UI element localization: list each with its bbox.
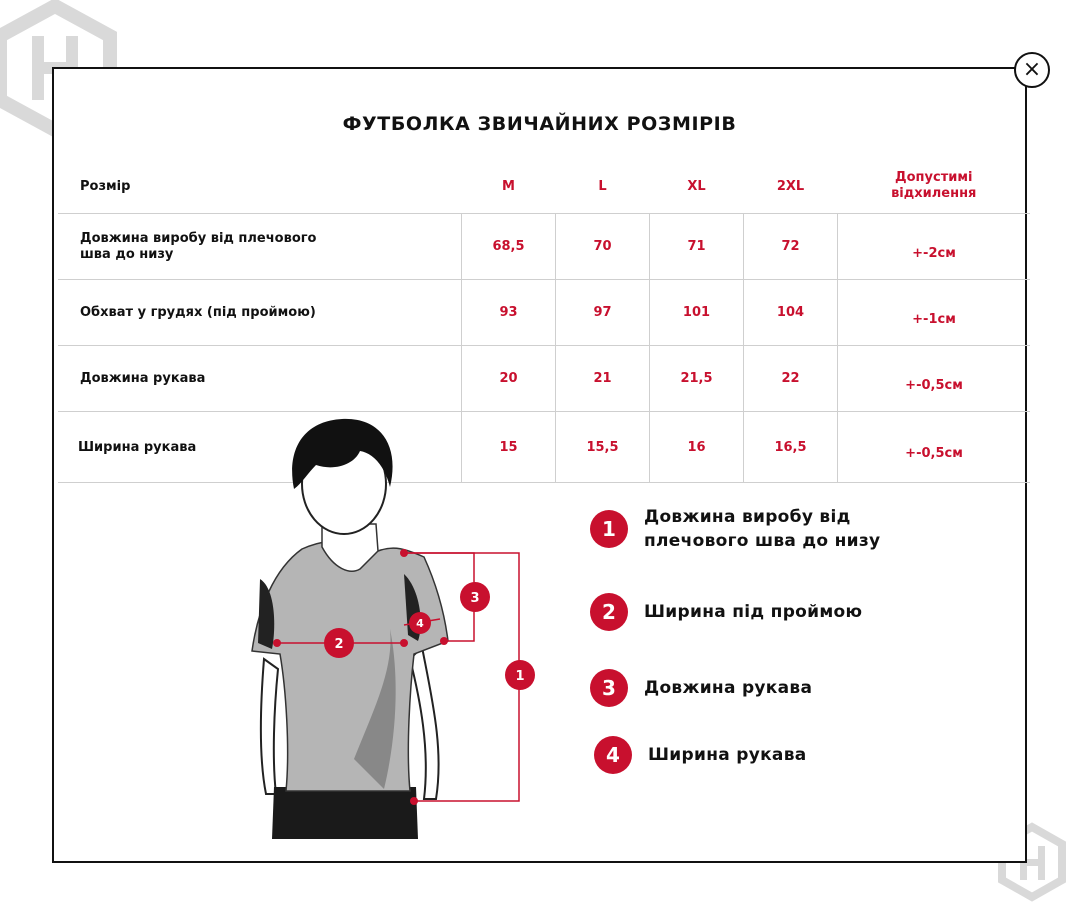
cell-value: 16,5 [744,412,838,483]
legend-item [590,593,862,631]
cell-value: 16 [650,412,744,483]
cell-value: 93 [462,280,556,346]
legend-text: Ширина під проймою [644,602,863,622]
tshirt-measurement-illustration [54,69,574,863]
marker-3-label: 3 [470,591,480,606]
marker-4-label: 4 [416,617,424,630]
cell-tolerance: +-1см [838,280,1031,346]
header-size-xl: XL [687,178,706,194]
row-label: Ширина рукава [58,412,462,483]
marker-4 [409,612,431,634]
cell-value: 68,5 [462,214,556,280]
header-size-2xl: 2XL [776,178,805,194]
cell-tolerance: +-0,5см [838,412,1031,483]
legend-number: 4 [594,736,632,774]
row-label: Довжина виробу від плечового шва до низу [58,214,462,280]
close-icon: × [1022,57,1042,82]
cell-value: 21,5 [650,346,744,412]
cell-value: 21 [556,346,650,412]
header-size-l: L [598,178,607,194]
legend-text: Ширина рукава [648,745,807,765]
cell-value: 70 [556,214,650,280]
cell-tolerance: +-0,5см [838,346,1031,412]
legend-number: 2 [590,593,628,631]
header-size-m: M [502,178,515,194]
header-tolerance: Допустимі відхилення [891,170,977,201]
marker-1-label: 1 [515,669,525,684]
cell-value: 15 [462,412,556,483]
legend-text: Довжина рукава [644,678,813,698]
modal-title: ФУТБОЛКА ЗВИЧАЙНИХ РОЗМІРІВ [342,113,737,135]
marker-2 [324,628,354,658]
legend-item [594,736,807,774]
cell-value: 72 [744,214,838,280]
cell-value: 104 [744,280,838,346]
cell-value: 101 [650,280,744,346]
row-label: Довжина рукава [58,346,462,412]
legend-text: Довжина виробу від плечового шва до низу [644,507,881,551]
legend-item [590,505,880,553]
legend-number: 1 [590,510,628,548]
legend-item [590,669,812,707]
close-button[interactable] [1014,52,1050,88]
marker-3 [460,582,490,612]
row-label: Обхват у грудях (під проймою) [58,280,462,346]
marker-2-label: 2 [334,637,344,652]
cell-value: 22 [744,346,838,412]
cell-value: 71 [650,214,744,280]
cell-value: 20 [462,346,556,412]
size-chart-modal [52,67,1027,863]
marker-1 [505,660,535,690]
cell-tolerance: +-2см [838,214,1031,280]
header-size-label: Розмір [80,178,131,194]
cell-value: 97 [556,280,650,346]
cell-value: 15,5 [556,412,650,483]
legend-number: 3 [590,669,628,707]
